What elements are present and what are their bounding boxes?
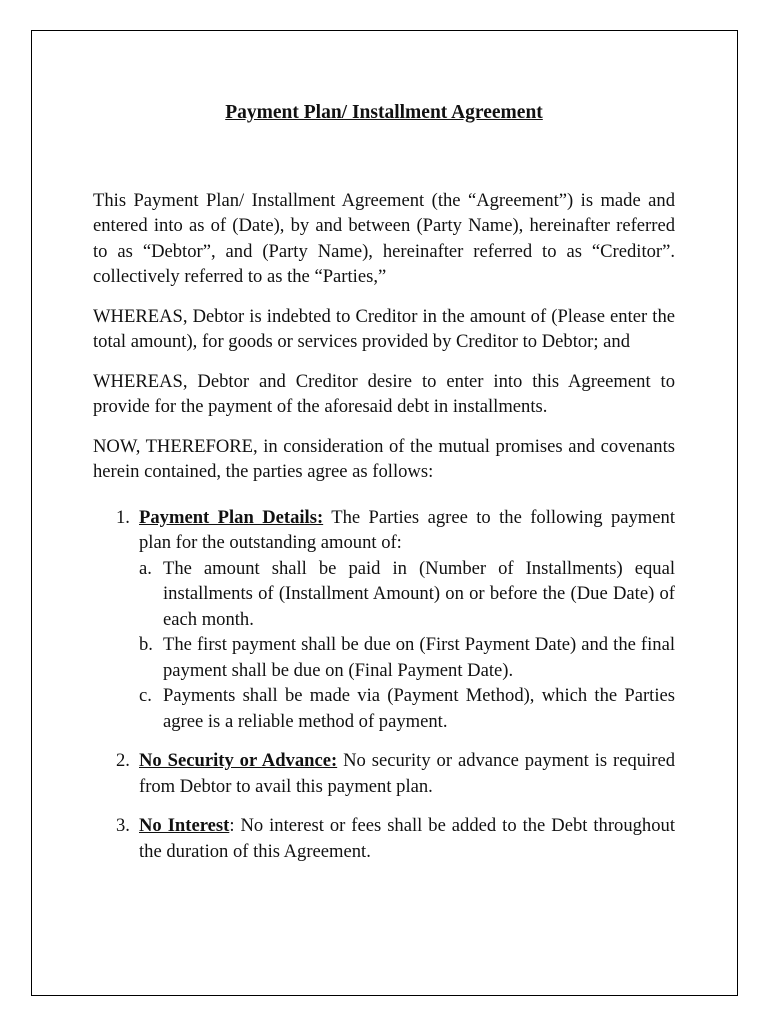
sub-item-text: The first payment shall be due on (First Payment Date) and the final payment shall be due on (Final Payment Date). bbox=[163, 634, 675, 681]
sub-item-a bbox=[139, 556, 675, 633]
item-number: 2. bbox=[116, 750, 130, 771]
item-number: 1. bbox=[116, 506, 130, 528]
term-item-no-security bbox=[93, 748, 675, 799]
sub-item-letter: b. bbox=[139, 634, 153, 655]
therefore-paragraph: NOW, THEREFORE, in consideration of the mutual promises and covenants herein contained, the parties agree as follows: bbox=[93, 435, 675, 482]
sub-item-c bbox=[139, 683, 675, 734]
item-number: 3. bbox=[116, 815, 130, 836]
item-text: No security or advance payment is required from Debtor to avail this payment plan. bbox=[139, 750, 675, 797]
term-item-no-interest bbox=[93, 813, 675, 864]
item-heading: Payment Plan Details: bbox=[139, 506, 324, 528]
whereas-paragraph-2: WHEREAS, Debtor and Creditor desire to enter into this Agreement to provide for the payment of the aforesaid debt in installments. bbox=[93, 370, 675, 417]
sub-item-text: The amount shall be paid in (Number of Installments) equal installments of (Installment Amount) on or before the (Due Date) of each month. bbox=[163, 557, 675, 630]
sub-item-text: Payments shall be made via (Payment Method), which the Parties agree is a reliable method of payment. bbox=[163, 685, 675, 732]
sub-item-letter: a. bbox=[139, 557, 152, 579]
item-heading: No Interest bbox=[139, 815, 230, 836]
item-heading: No Security or Advance: bbox=[139, 750, 338, 771]
document-body bbox=[93, 100, 675, 878]
payment-plan-sublist bbox=[139, 556, 675, 735]
whereas-paragraph-1: WHEREAS, Debtor is indebted to Creditor in the amount of (Please enter the total amount), for goods or services provided by Creditor to Debtor; and bbox=[93, 305, 675, 352]
term-item-payment-plan bbox=[93, 505, 675, 735]
document-title: Payment Plan/ Installment Agreement bbox=[225, 102, 543, 123]
sub-item-b bbox=[139, 632, 675, 683]
intro-paragraph: This Payment Plan/ Installment Agreement (the “Agreement”) is made and entered into as of (Date), by and between (Party Name), hereinafter referred to as “Debtor”, and (Party Name), hereinafter referred to as “Creditor”. collectively referred to as the “Parties,” bbox=[93, 189, 675, 287]
sub-item-letter: c. bbox=[139, 685, 152, 706]
terms-list bbox=[93, 505, 675, 865]
item-text: : No interest or fees shall be added to the Debt throughout the duration of this Agreement. bbox=[139, 815, 675, 862]
item-text: The Parties agree to the following payment plan for the outstanding amount of: bbox=[139, 506, 675, 553]
